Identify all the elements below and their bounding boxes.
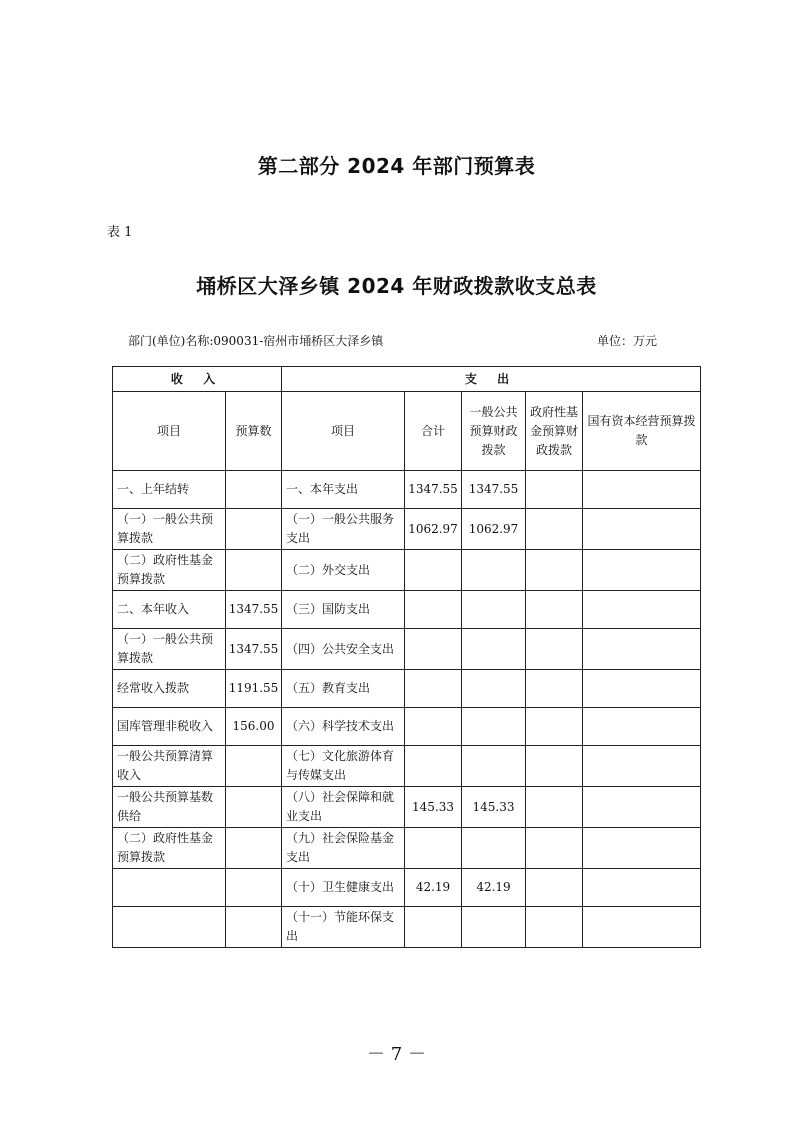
table-header-row: [113, 367, 701, 392]
general-public-cell: 145.33: [462, 787, 526, 828]
state-capital-cell: [583, 907, 701, 948]
income-item-cell: （一）一般公共预算拨款: [113, 509, 226, 550]
expense-item-cell: （七）文化旅游体育与传媒支出: [282, 746, 405, 787]
gov-fund-cell: [526, 670, 583, 708]
general-public-cell: [462, 550, 526, 591]
col-income-item: 项目: [113, 392, 226, 471]
expense-item-cell: （一）一般公共服务支出: [282, 509, 405, 550]
table-row: [113, 550, 701, 591]
gov-fund-cell: [526, 746, 583, 787]
total-cell: [405, 907, 462, 948]
budget-amount-cell: [226, 550, 282, 591]
total-cell: [405, 670, 462, 708]
col-budget-amount: 预算数: [226, 392, 282, 471]
general-public-cell: [462, 746, 526, 787]
gov-fund-cell: [526, 509, 583, 550]
gov-fund-cell: [526, 591, 583, 629]
expense-item-cell: （二）外交支出: [282, 550, 405, 591]
table-title: 埇桥区大泽乡镇 2024 年财政拨款收支总表: [196, 274, 597, 298]
state-capital-cell: [583, 471, 701, 509]
expense-item-cell: （八）社会保障和就业支出: [282, 787, 405, 828]
expense-item-cell: （三）国防支出: [282, 591, 405, 629]
state-capital-cell: [583, 828, 701, 869]
income-item-cell: [113, 907, 226, 948]
table-label: 表 1: [107, 225, 133, 240]
budget-amount-cell: [226, 509, 282, 550]
expense-item-cell: （五）教育支出: [282, 670, 405, 708]
budget-amount-cell: [226, 828, 282, 869]
general-public-cell: [462, 670, 526, 708]
table-row: [113, 670, 701, 708]
expense-item-cell: （四）公共安全支出: [282, 629, 405, 670]
department-name: 部门(单位)名称:090031-宿州市埇桥区大泽乡镇: [128, 334, 384, 348]
expense-item-cell: 一、本年支出: [282, 471, 405, 509]
general-public-cell: [462, 907, 526, 948]
table-row: [113, 787, 701, 828]
income-item-cell: 国库管理非税收入: [113, 708, 226, 746]
gov-fund-cell: [526, 907, 583, 948]
income-item-cell: 二、本年收入: [113, 591, 226, 629]
total-cell: 42.19: [405, 869, 462, 907]
budget-amount-cell: [226, 907, 282, 948]
budget-amount-cell: [226, 746, 282, 787]
table-row: [113, 708, 701, 746]
income-item-cell: [113, 869, 226, 907]
budget-amount-cell: [226, 869, 282, 907]
general-public-cell: 1062.97: [462, 509, 526, 550]
column-header-row: [113, 392, 701, 471]
total-cell: [405, 746, 462, 787]
income-item-cell: 经常收入拨款: [113, 670, 226, 708]
general-public-cell: [462, 629, 526, 670]
income-item-cell: 一般公共预算清算收入: [113, 746, 226, 787]
budget-amount-cell: [226, 471, 282, 509]
expense-header: 支 出: [282, 367, 701, 392]
total-cell: [405, 550, 462, 591]
gov-fund-cell: [526, 629, 583, 670]
table-row: [113, 471, 701, 509]
total-cell: [405, 591, 462, 629]
expense-item-cell: （十）卫生健康支出: [282, 869, 405, 907]
table-row: [113, 629, 701, 670]
budget-amount-cell: 156.00: [226, 708, 282, 746]
total-cell: 1062.97: [405, 509, 462, 550]
table-row: [113, 591, 701, 629]
general-public-cell: [462, 591, 526, 629]
general-public-cell: 42.19: [462, 869, 526, 907]
gov-fund-cell: [526, 550, 583, 591]
budget-amount-cell: [226, 787, 282, 828]
state-capital-cell: [583, 591, 701, 629]
budget-table: [112, 366, 701, 948]
income-item-cell: （二）政府性基金预算拨款: [113, 550, 226, 591]
expense-item-cell: （十一）节能环保支出: [282, 907, 405, 948]
part-title: 第二部分 2024 年部门预算表: [257, 154, 536, 178]
state-capital-cell: [583, 550, 701, 591]
budget-amount-cell: 1191.55: [226, 670, 282, 708]
col-expense-item: 项目: [282, 392, 405, 471]
total-cell: [405, 629, 462, 670]
income-item-cell: （一）一般公共预算拨款: [113, 629, 226, 670]
gov-fund-cell: [526, 787, 583, 828]
table-row: [113, 869, 701, 907]
state-capital-cell: [583, 869, 701, 907]
general-public-cell: [462, 708, 526, 746]
table-row: [113, 509, 701, 550]
gov-fund-cell: [526, 471, 583, 509]
income-item-cell: 一、上年结转: [113, 471, 226, 509]
col-total: 合计: [405, 392, 462, 471]
budget-amount-cell: 1347.55: [226, 591, 282, 629]
total-cell: [405, 708, 462, 746]
general-public-cell: 1347.55: [462, 471, 526, 509]
state-capital-cell: [583, 746, 701, 787]
total-cell: [405, 828, 462, 869]
state-capital-cell: [583, 787, 701, 828]
state-capital-cell: [583, 670, 701, 708]
general-public-cell: [462, 828, 526, 869]
page-number: － 7 －: [367, 1044, 426, 1065]
income-item-cell: （二）政府性基金预算拨款: [113, 828, 226, 869]
gov-fund-cell: [526, 828, 583, 869]
col-gov-fund: 政府性基金预算财政拨款: [526, 392, 583, 471]
state-capital-cell: [583, 629, 701, 670]
expense-item-cell: （六）科学技术支出: [282, 708, 405, 746]
total-cell: 1347.55: [405, 471, 462, 509]
gov-fund-cell: [526, 708, 583, 746]
col-general-public: 一般公共预算财政拨款: [462, 392, 526, 471]
col-state-capital: 国有资本经营预算拨款: [583, 392, 701, 471]
gov-fund-cell: [526, 869, 583, 907]
state-capital-cell: [583, 509, 701, 550]
budget-amount-cell: 1347.55: [226, 629, 282, 670]
state-capital-cell: [583, 708, 701, 746]
total-cell: 145.33: [405, 787, 462, 828]
income-item-cell: 一般公共预算基数供给: [113, 787, 226, 828]
table-row: [113, 746, 701, 787]
table-row: [113, 828, 701, 869]
income-header: 收 入: [113, 367, 282, 392]
expense-item-cell: （九）社会保险基金支出: [282, 828, 405, 869]
table-row: [113, 907, 701, 948]
unit-label: 单位：万元: [597, 334, 658, 348]
